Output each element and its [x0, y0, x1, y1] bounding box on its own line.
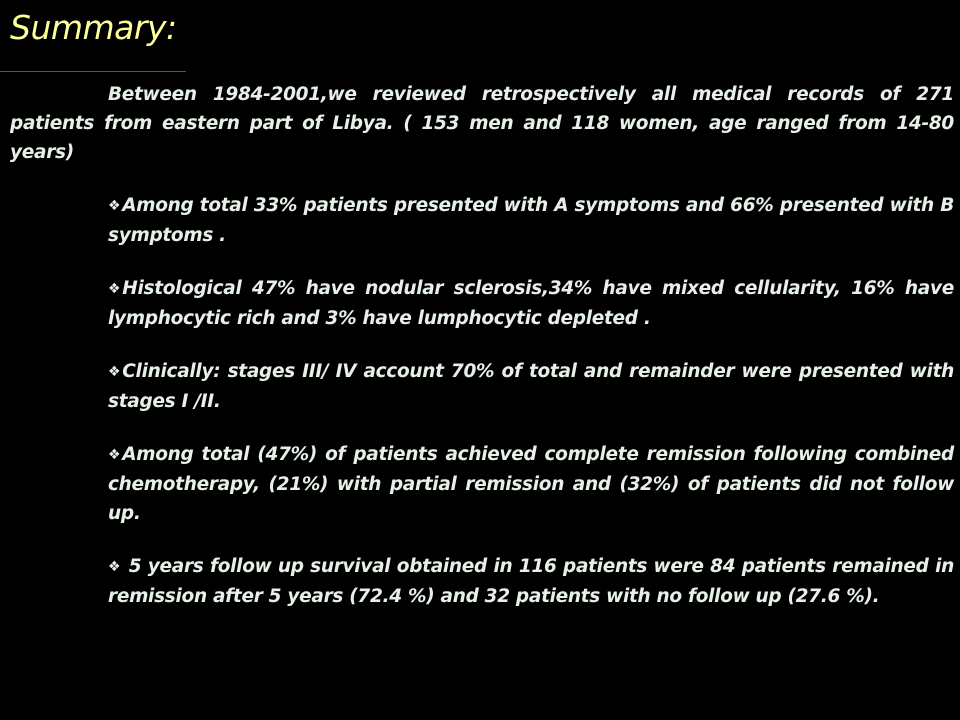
intro-paragraph: Between 1984-2001,we reviewed retrospectively all medical records of 271 patients from eastern part of Libya. ( 153 men and 118 women, age ranged from 14-80 years) [10, 84, 954, 163]
diamond-bullet-icon: ❖ [108, 364, 121, 380]
diamond-bullet-icon: ❖ [108, 559, 121, 575]
bullet-list [10, 191, 954, 611]
bullet-text: 5 years follow up survival obtained in 116 patients were 84 patients remained in remission after 5 years (72.4 %) and 32 patients with no follow up (27.6 %). [108, 556, 954, 607]
bullet-text: Among total 33% patients presented with A symptoms and 66% presented with B symptoms . [108, 195, 954, 246]
diamond-bullet-icon: ❖ [108, 198, 121, 214]
bullet-item-survival [108, 552, 954, 611]
bullet-item-remission [108, 440, 954, 528]
bullet-item-histology [108, 274, 954, 333]
bullet-text: Clinically: stages III/ IV account 70% of total and remainder were presented with stages I /II. [108, 361, 954, 412]
bullet-item-stages [108, 357, 954, 416]
diamond-bullet-icon: ❖ [108, 281, 121, 297]
bullet-item-symptoms [108, 191, 954, 250]
bullet-text: Histological 47% have nodular sclerosis,34% have mixed cellularity, 16% have lymphocytic rich and 3% have lumphocytic depleted . [108, 278, 954, 329]
title-underline [0, 71, 186, 72]
slide-title: Summary: [10, 8, 177, 47]
bullet-text: Among total (47%) of patients achieved complete remission following combined chemotherapy, (21%) with partial remission and (32%) of patients did not follow up. [108, 444, 954, 524]
diamond-bullet-icon: ❖ [108, 447, 121, 463]
slide-body [10, 80, 954, 611]
